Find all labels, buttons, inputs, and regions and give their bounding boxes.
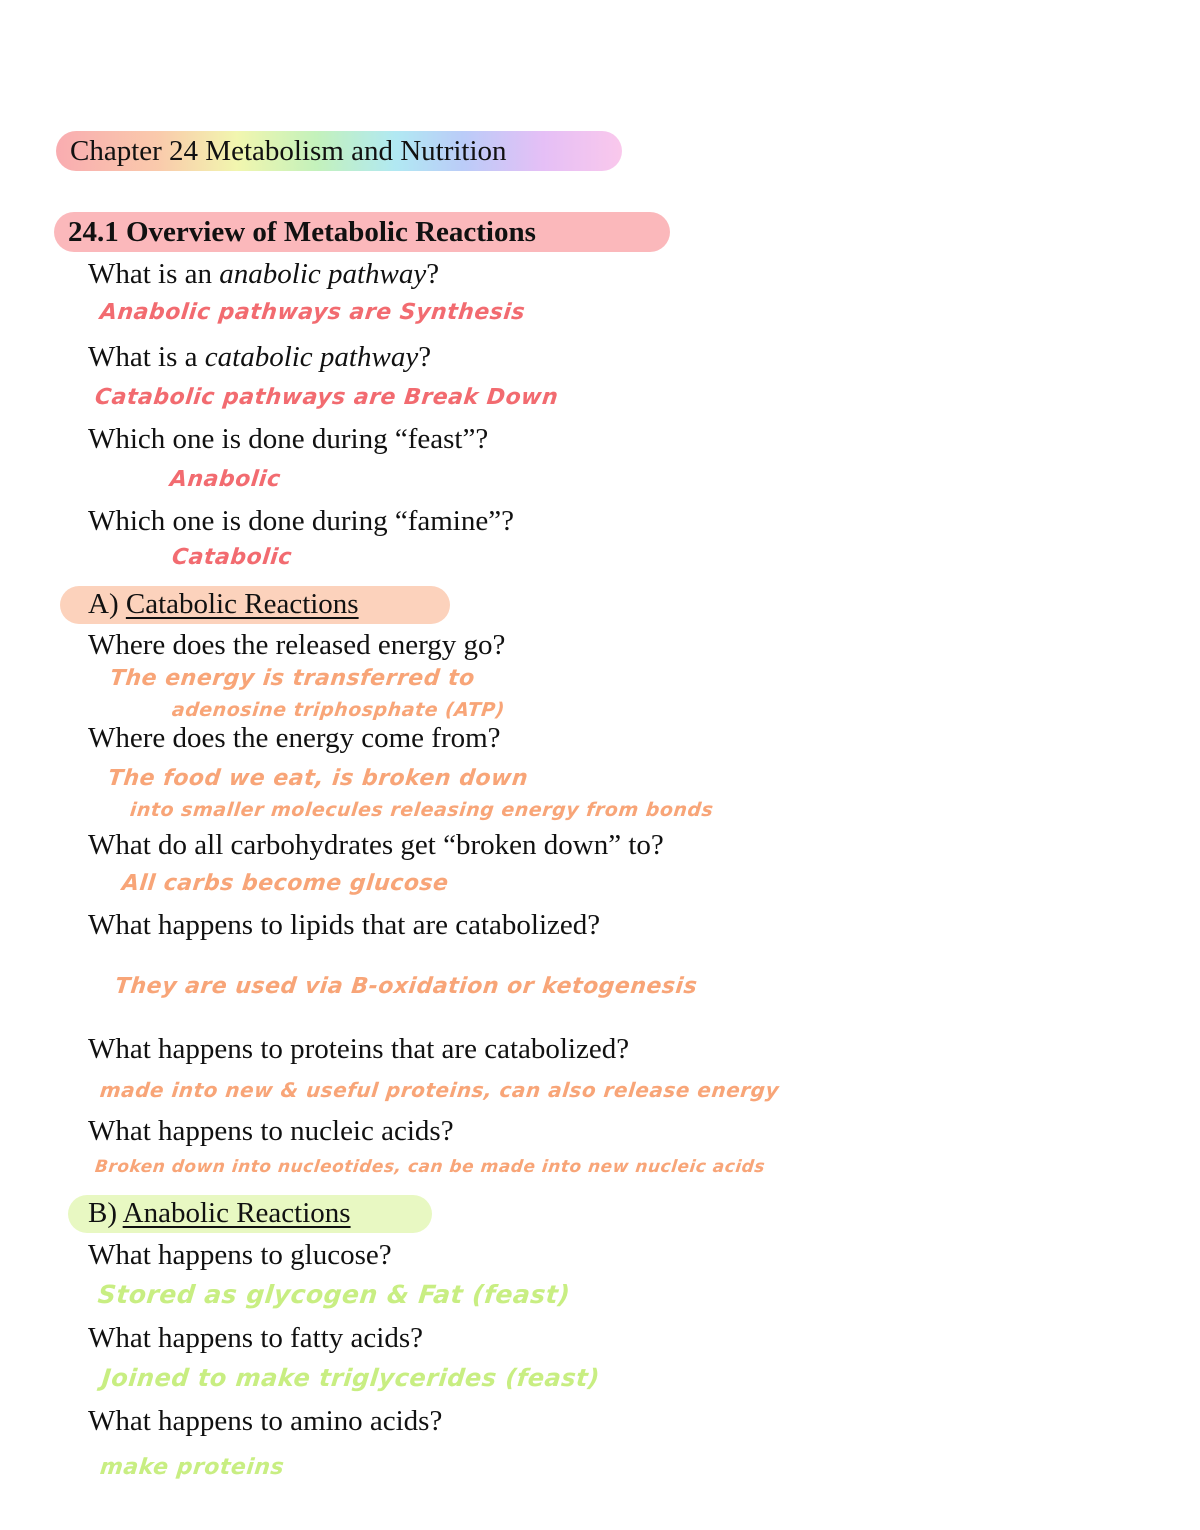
question-glucose: What happens to glucose? <box>88 1239 392 1271</box>
answer-anabolic-pathway: Anabolic pathways are Synthesis <box>98 300 527 325</box>
chapter-title: Chapter 24 Metabolism and Nutrition <box>70 135 507 167</box>
question-lipids: What happens to lipids that are catabolized? <box>88 909 601 941</box>
question-famine: Which one is done during “famine”? <box>88 505 514 537</box>
question-prefix: What is an <box>88 258 220 290</box>
answer-released-energy-line2: adenosine triphosphate (ATP) <box>170 699 507 721</box>
catabolic-heading-text: Catabolic Reactions <box>125 588 359 620</box>
answer-glucose: Stored as glycogen & Fat (feast) <box>96 1280 572 1309</box>
catabolic-heading-prefix: A) <box>88 588 126 620</box>
answer-catabolic-pathway: Catabolic pathways are Break Down <box>93 385 560 410</box>
question-suffix: ? <box>426 258 440 290</box>
answer-nucleic-acids: Broken down into nucleotides, can be made into new nucleic acids <box>93 1157 767 1177</box>
question-term: catabolic pathway <box>204 341 419 373</box>
answer-carbohydrates: All carbs become glucose <box>120 871 450 896</box>
question-energy-source: Where does the energy come from? <box>88 722 501 754</box>
question-nucleic-acids: What happens to nucleic acids? <box>88 1115 454 1147</box>
answer-famine: Catabolic <box>170 545 294 570</box>
question-anabolic-pathway <box>88 256 439 292</box>
answer-energy-source-line1: The food we eat, is broken down <box>106 766 530 791</box>
answer-feast: Anabolic <box>168 467 282 492</box>
anabolic-heading-text: Anabolic Reactions <box>122 1197 351 1229</box>
question-amino-acids: What happens to amino acids? <box>88 1405 443 1437</box>
question-suffix: ? <box>418 341 432 373</box>
question-term: anabolic pathway <box>219 258 427 290</box>
answer-energy-source-line2: into smaller molecules releasing energy from bonds <box>128 799 715 821</box>
question-feast: Which one is done during “feast”? <box>88 423 489 455</box>
answer-lipids: They are used via B-oxidation or ketogenesis <box>113 974 699 999</box>
answer-amino-acids: make proteins <box>98 1455 286 1480</box>
question-fatty-acids: What happens to fatty acids? <box>88 1322 423 1354</box>
anabolic-heading-prefix: B) <box>88 1197 123 1229</box>
question-released-energy: Where does the released energy go? <box>88 629 506 661</box>
answer-released-energy-line1: The energy is transferred to <box>108 666 477 691</box>
question-carbohydrates: What do all carbohydrates get “broken down” to? <box>88 829 664 861</box>
answer-proteins: made into new & useful proteins, can also release energy <box>98 1078 781 1102</box>
catabolic-heading <box>88 586 359 622</box>
anabolic-heading <box>88 1195 351 1231</box>
question-prefix: What is a <box>88 341 205 373</box>
question-proteins: What happens to proteins that are catabolized? <box>88 1033 630 1065</box>
answer-fatty-acids: Joined to make triglycerides (feast) <box>100 1364 602 1392</box>
section-title: 24.1 Overview of Metabolic Reactions <box>68 216 536 248</box>
question-catabolic-pathway <box>88 339 431 375</box>
